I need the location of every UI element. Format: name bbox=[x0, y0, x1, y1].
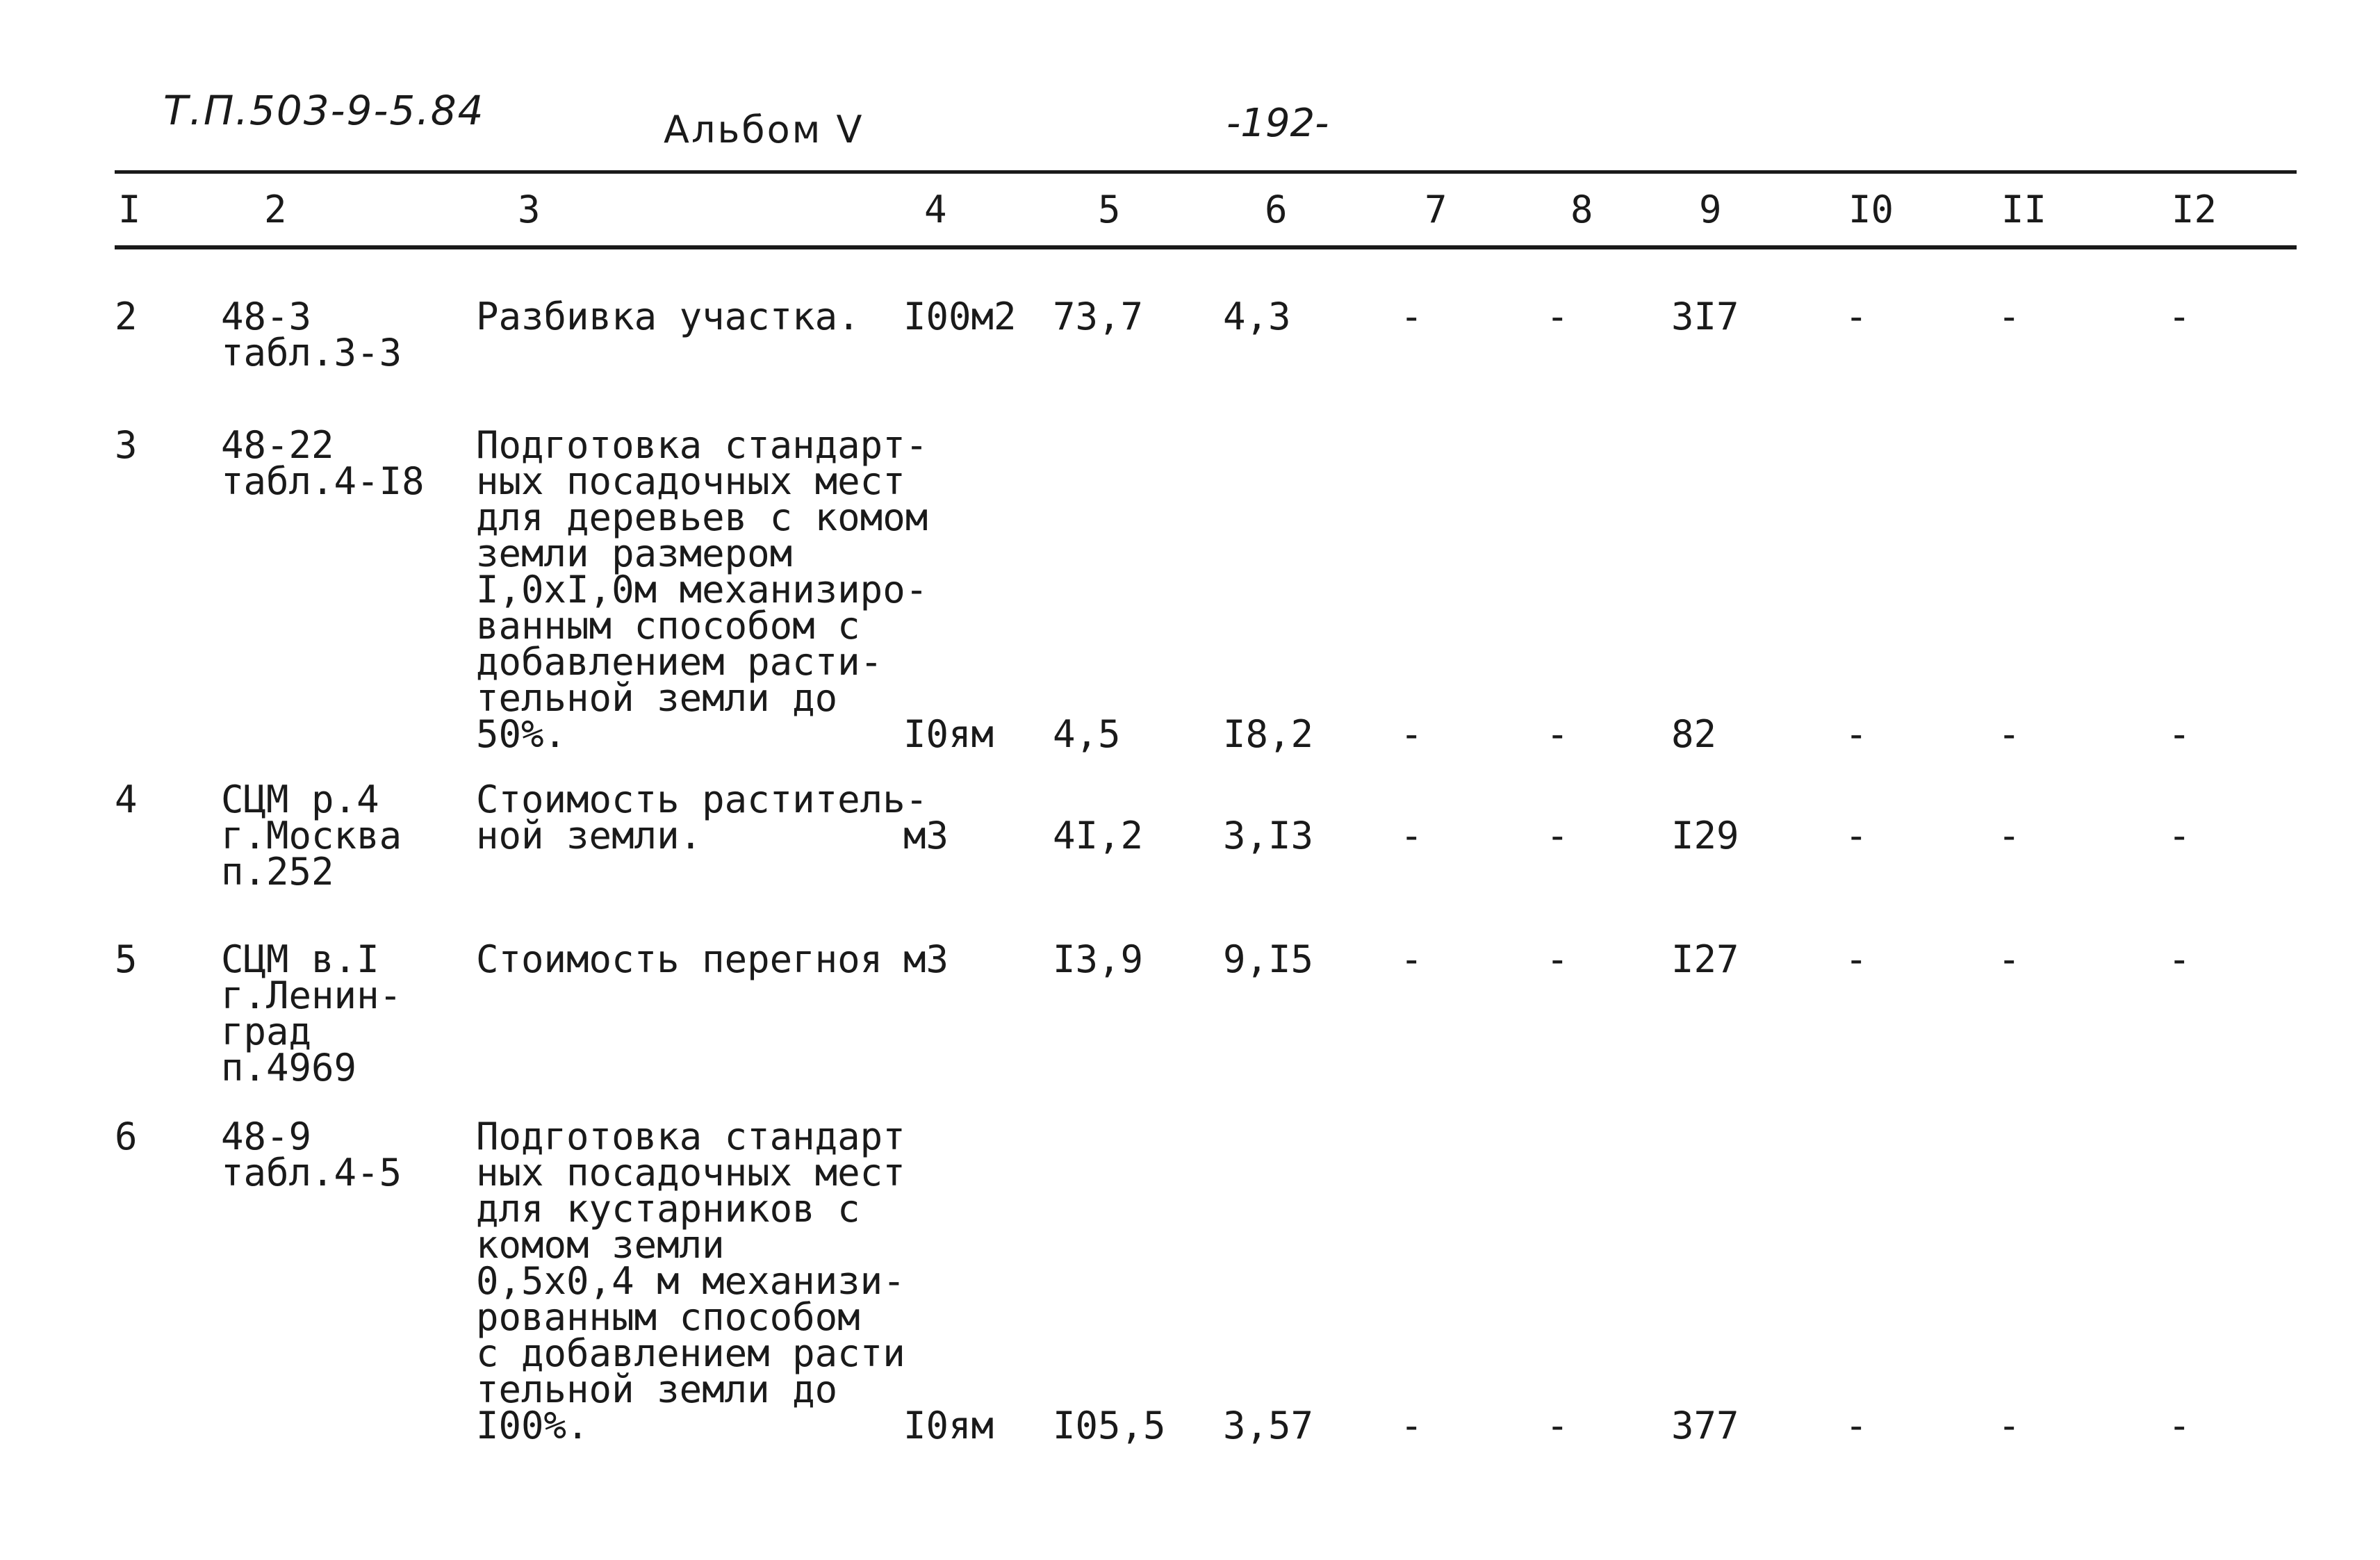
value-cell-c7: - bbox=[1400, 295, 1423, 338]
work-description-line: ванным способом с bbox=[476, 604, 860, 648]
row-number: 5 bbox=[115, 937, 138, 981]
norm-reference-line: табл.4-5 bbox=[221, 1151, 402, 1194]
work-description-line: земли размером bbox=[476, 532, 793, 575]
unit-cell: I0ям bbox=[903, 712, 994, 756]
table-header-rule bbox=[115, 245, 2297, 249]
norm-reference-line: г.Ленин- bbox=[221, 974, 402, 1017]
unit-cell: I0ям bbox=[903, 1404, 994, 1447]
norm-reference-line: 48-3 bbox=[221, 295, 312, 338]
value-cell-c11: - bbox=[1998, 1404, 2021, 1447]
norm-reference-line: п.4969 bbox=[221, 1046, 357, 1090]
work-description-line: ной земли. bbox=[476, 814, 703, 857]
value-cell-c8: - bbox=[1546, 295, 1569, 338]
work-description-line: I00%. bbox=[476, 1404, 589, 1447]
column-header-11: II bbox=[2001, 188, 2047, 231]
value-cell-c9: I27 bbox=[1671, 937, 1739, 981]
value-cell-c6: 3,57 bbox=[1223, 1404, 1314, 1447]
norm-reference-line: табл.3-3 bbox=[221, 331, 402, 375]
column-header-3: 3 bbox=[518, 188, 541, 231]
value-cell-c9: 377 bbox=[1671, 1404, 1739, 1447]
value-cell-c12: - bbox=[2168, 712, 2191, 756]
row-number: 4 bbox=[115, 778, 138, 821]
value-cell-c10: - bbox=[1845, 937, 1868, 981]
column-header-8: 8 bbox=[1570, 188, 1593, 231]
value-cell-c9: 82 bbox=[1671, 712, 1717, 756]
norm-reference-line: 48-22 bbox=[221, 423, 334, 467]
norm-reference-line: СЦМ р.4 bbox=[221, 778, 379, 821]
unit-cell: I00м2 bbox=[903, 295, 1017, 338]
value-cell-c11: - bbox=[1998, 712, 2021, 756]
work-description-line: Стоимость перегноя bbox=[476, 937, 883, 981]
work-description-line: для деревьев с комом bbox=[476, 495, 928, 539]
album-label: Альбом V bbox=[664, 108, 864, 151]
work-description-line: 50%. bbox=[476, 712, 567, 756]
norm-reference-line: СЦМ в.I bbox=[221, 937, 379, 981]
value-cell-c6: 4,3 bbox=[1223, 295, 1291, 338]
work-description-line: добавлением расти- bbox=[476, 640, 883, 684]
norm-reference-line: п.252 bbox=[221, 850, 334, 894]
value-cell-c7: - bbox=[1400, 1404, 1423, 1447]
value-cell-c11: - bbox=[1998, 295, 2021, 338]
column-header-2: 2 bbox=[264, 188, 287, 231]
value-cell-c12: - bbox=[2168, 295, 2191, 338]
unit-cell: м3 bbox=[903, 937, 949, 981]
column-header-6: 6 bbox=[1265, 188, 1288, 231]
row-number: 6 bbox=[115, 1115, 138, 1158]
value-cell-c10: - bbox=[1845, 712, 1868, 756]
value-cell-c5: 4I,2 bbox=[1053, 814, 1144, 857]
value-cell-c9: 3I7 bbox=[1671, 295, 1739, 338]
value-cell-c12: - bbox=[2168, 937, 2191, 981]
value-cell-c10: - bbox=[1845, 1404, 1868, 1447]
value-cell-c12: - bbox=[2168, 1404, 2191, 1447]
value-cell-c8: - bbox=[1546, 712, 1569, 756]
work-description-line: для кустарников с bbox=[476, 1187, 860, 1231]
value-cell-c8: - bbox=[1546, 937, 1569, 981]
column-header-9: 9 bbox=[1699, 188, 1722, 231]
value-cell-c12: - bbox=[2168, 814, 2191, 857]
norm-reference-line: 48-9 bbox=[221, 1115, 312, 1158]
value-cell-c8: - bbox=[1546, 814, 1569, 857]
column-header-10: I0 bbox=[1848, 188, 1894, 231]
page-number: -192- bbox=[1226, 101, 1329, 146]
work-description-line: 0,5x0,4 м механизи- bbox=[476, 1259, 905, 1303]
value-cell-c7: - bbox=[1400, 937, 1423, 981]
work-description-line: Подготовка стандарт- bbox=[476, 423, 928, 467]
value-cell-c6: I8,2 bbox=[1223, 712, 1314, 756]
value-cell-c5: I05,5 bbox=[1053, 1404, 1166, 1447]
work-description-line: тельной земли до bbox=[476, 676, 838, 720]
row-number: 3 bbox=[115, 423, 138, 467]
document-code: Т.П.503-9-5.84 bbox=[163, 87, 485, 134]
value-cell-c5: I3,9 bbox=[1053, 937, 1144, 981]
work-description-line: I,0xI,0м механизиро- bbox=[476, 568, 928, 611]
work-description-line: тельной земли до bbox=[476, 1368, 838, 1411]
value-cell-c7: - bbox=[1400, 814, 1423, 857]
value-cell-c8: - bbox=[1546, 1404, 1569, 1447]
work-description-line: комом земли bbox=[476, 1223, 725, 1267]
value-cell-c7: - bbox=[1400, 712, 1423, 756]
column-header-5: 5 bbox=[1098, 188, 1121, 231]
value-cell-c11: - bbox=[1998, 937, 2021, 981]
value-cell-c9: I29 bbox=[1671, 814, 1739, 857]
norm-reference-line: г.Москва bbox=[221, 814, 402, 857]
table-top-rule bbox=[115, 170, 2297, 174]
norm-reference-line: град bbox=[221, 1010, 312, 1053]
work-description-line: Стоимость раститель- bbox=[476, 778, 928, 821]
column-header-12: I2 bbox=[2172, 188, 2217, 231]
work-description-line: ных посадочных мест bbox=[476, 459, 905, 503]
value-cell-c11: - bbox=[1998, 814, 2021, 857]
norm-reference-line: табл.4-I8 bbox=[221, 459, 425, 503]
value-cell-c5: 73,7 bbox=[1053, 295, 1144, 338]
value-cell-c6: 3,I3 bbox=[1223, 814, 1314, 857]
unit-cell: м3 bbox=[903, 814, 949, 857]
work-description-line: с добавлением расти bbox=[476, 1331, 905, 1375]
value-cell-c6: 9,I5 bbox=[1223, 937, 1314, 981]
work-description-line: Подготовка стандарт bbox=[476, 1115, 905, 1158]
column-header-4: 4 bbox=[924, 188, 947, 231]
work-description-line: рованным способом bbox=[476, 1295, 860, 1339]
work-description-line: ных посадочных мест bbox=[476, 1151, 905, 1194]
column-header-7: 7 bbox=[1425, 188, 1447, 231]
column-header-1: I bbox=[118, 188, 141, 231]
value-cell-c10: - bbox=[1845, 814, 1868, 857]
work-description-line: Разбивка участка. bbox=[476, 295, 860, 338]
value-cell-c10: - bbox=[1845, 295, 1868, 338]
row-number: 2 bbox=[115, 295, 138, 338]
value-cell-c5: 4,5 bbox=[1053, 712, 1121, 756]
